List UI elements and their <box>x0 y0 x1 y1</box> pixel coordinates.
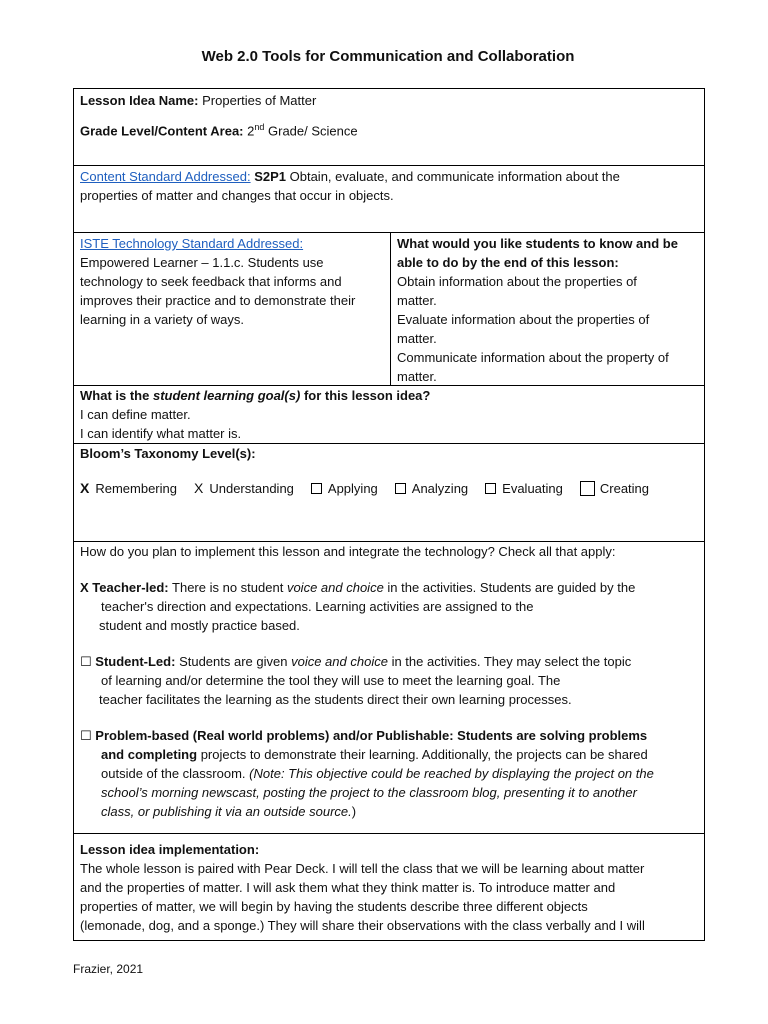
bloom-option-label: Remembering <box>95 481 177 496</box>
student-led-label: Student-Led: <box>95 654 176 669</box>
bloom-option-label: Analyzing <box>411 481 469 496</box>
teacher-led-line: student and mostly practice based. <box>99 618 300 633</box>
checkbox-empty-icon <box>395 483 406 494</box>
know-cell <box>390 233 704 385</box>
bloom-option-remembering[interactable] <box>80 479 177 498</box>
bloom-option-analyzing[interactable] <box>395 479 468 498</box>
content-standard-row <box>74 166 704 233</box>
implementation-approach-row <box>74 542 704 834</box>
lesson-name-label: Lesson Idea Name: <box>80 93 199 108</box>
learning-goals-question: What is the student learning goal(s) for this lesson idea? <box>80 388 431 403</box>
content-standard-code: S2P1 <box>254 169 286 184</box>
know-heading: able to do by the end of this lesson: <box>397 255 619 270</box>
bloom-option-evaluating[interactable] <box>485 479 563 498</box>
iste-know-row <box>74 233 704 386</box>
implementation-line: (lemonade, dog, and a sponge.) They will share their observations with the class verbally and I will <box>80 918 645 933</box>
problem-based-label: Problem-based (Real world problems) and/or Publishable: Students are solving problems <box>95 728 648 743</box>
problem-based-note: class, or publishing it via an outside source.) <box>101 804 357 819</box>
know-line: matter. <box>397 331 437 346</box>
student-led-line: teacher facilitates the learning as the students direct their own learning processes. <box>99 692 572 707</box>
know-line: Communicate information about the property of <box>397 350 669 365</box>
problem-based-option[interactable] <box>80 726 698 745</box>
student-led-checkbox: ☐ <box>80 654 92 669</box>
bloom-option-label: Creating <box>599 481 650 496</box>
know-heading: What would you like students to know and be <box>397 236 678 251</box>
blooms-row <box>74 444 704 542</box>
bloom-option-creating[interactable] <box>580 479 649 498</box>
document-title: Web 2.0 Tools for Communication and Collaboration <box>201 48 575 65</box>
grade-level-line <box>80 118 698 140</box>
teacher-led-line: teacher's direction and expectations. Learning activities are assigned to the <box>101 599 534 614</box>
know-line: Evaluate information about the properties of <box>397 312 650 327</box>
bloom-option-applying[interactable] <box>311 479 378 498</box>
implementation-line: and the properties of matter. I will ask them what they think matter is. To introduce matter and <box>80 880 616 895</box>
implementation-line: The whole lesson is paired with Pear Deck. I will tell the class that we will be learning about matter <box>80 861 645 876</box>
grade-level-label: Grade Level/Content Area: <box>80 123 244 139</box>
grade-num: 2 <box>247 123 255 139</box>
know-line: matter. <box>397 293 437 308</box>
implementation-label: Lesson idea implementation: <box>80 842 260 857</box>
lesson-implementation-row <box>74 834 704 940</box>
bloom-checkmark: X <box>80 480 90 496</box>
lesson-plan-table <box>73 88 705 941</box>
bloom-option-label: Evaluating <box>502 481 563 496</box>
iste-line: Empowered Learner – 1.1.c. Students use <box>80 255 324 270</box>
bloom-option-label: Applying <box>327 481 378 496</box>
student-led-line: of learning and/or determine the tool they will use to meet the learning goal. The <box>101 673 561 688</box>
teacher-led-label: Teacher-led: <box>92 580 169 595</box>
grade-sup: nd <box>254 122 265 132</box>
bloom-option-understanding[interactable] <box>194 479 294 498</box>
blooms-label: Bloom’s Taxonomy Level(s): <box>80 446 256 461</box>
iste-cell <box>74 233 390 385</box>
bloom-option-label: Understanding <box>209 481 294 496</box>
checkbox-empty-icon <box>485 483 496 494</box>
lesson-name-line <box>80 91 698 110</box>
problem-based-checkbox: ☐ <box>80 728 92 743</box>
content-standard-link[interactable]: Content Standard Addressed: <box>80 169 251 184</box>
learning-goal-item: I can define matter. <box>80 407 191 422</box>
blooms-options <box>80 479 698 498</box>
problem-based-line: and completing projects to demonstrate their learning. Additionally, the projects can be shared <box>101 747 648 762</box>
lesson-name-value: Properties of Matter <box>202 93 317 108</box>
iste-line: improves their practice and to demonstrate their <box>80 293 356 308</box>
implementation-line: properties of matter, we will begin by having the students describe three different objects <box>80 899 588 914</box>
iste-line: technology to seek feedback that informs and <box>80 274 342 289</box>
checkbox-empty-icon <box>580 481 595 496</box>
content-standard-line2: properties of matter and changes that occur in objects. <box>80 188 394 203</box>
iste-standard-link[interactable]: ISTE Technology Standard Addressed: <box>80 236 304 251</box>
problem-based-line: outside of the classroom. (Note: This objective could be reached by displaying the project on the <box>101 766 654 781</box>
grade-rest: Grade/ Science <box>268 123 358 139</box>
content-standard-line1: Obtain, evaluate, and communicate information about the <box>289 169 620 184</box>
checkbox-empty-icon <box>311 483 322 494</box>
bloom-checkmark: X <box>194 480 204 496</box>
implement-question: How do you plan to implement this lesson and integrate the technology? Check all that apply: <box>80 544 616 559</box>
problem-based-note: school’s morning newscast, posting the project to the classroom blog, presenting it to another <box>101 785 637 800</box>
iste-line: learning in a variety of ways. <box>80 312 245 327</box>
lesson-idea-row <box>74 89 704 166</box>
learning-goals-row <box>74 386 704 444</box>
page-footer: Frazier, 2021 <box>73 962 144 976</box>
know-line: Obtain information about the properties of <box>397 274 637 289</box>
teacher-led-option[interactable]: X Teacher-led: There is no student voice and choice in the activities. Students are guided by the <box>80 580 636 595</box>
learning-goal-item: I can identify what matter is. <box>80 426 242 441</box>
teacher-led-mark: X <box>80 580 89 595</box>
student-led-option[interactable]: ☐ Student-Led: Students are given voice and choice in the activities. They may select the topic <box>80 654 632 669</box>
know-line: matter. <box>397 369 437 384</box>
